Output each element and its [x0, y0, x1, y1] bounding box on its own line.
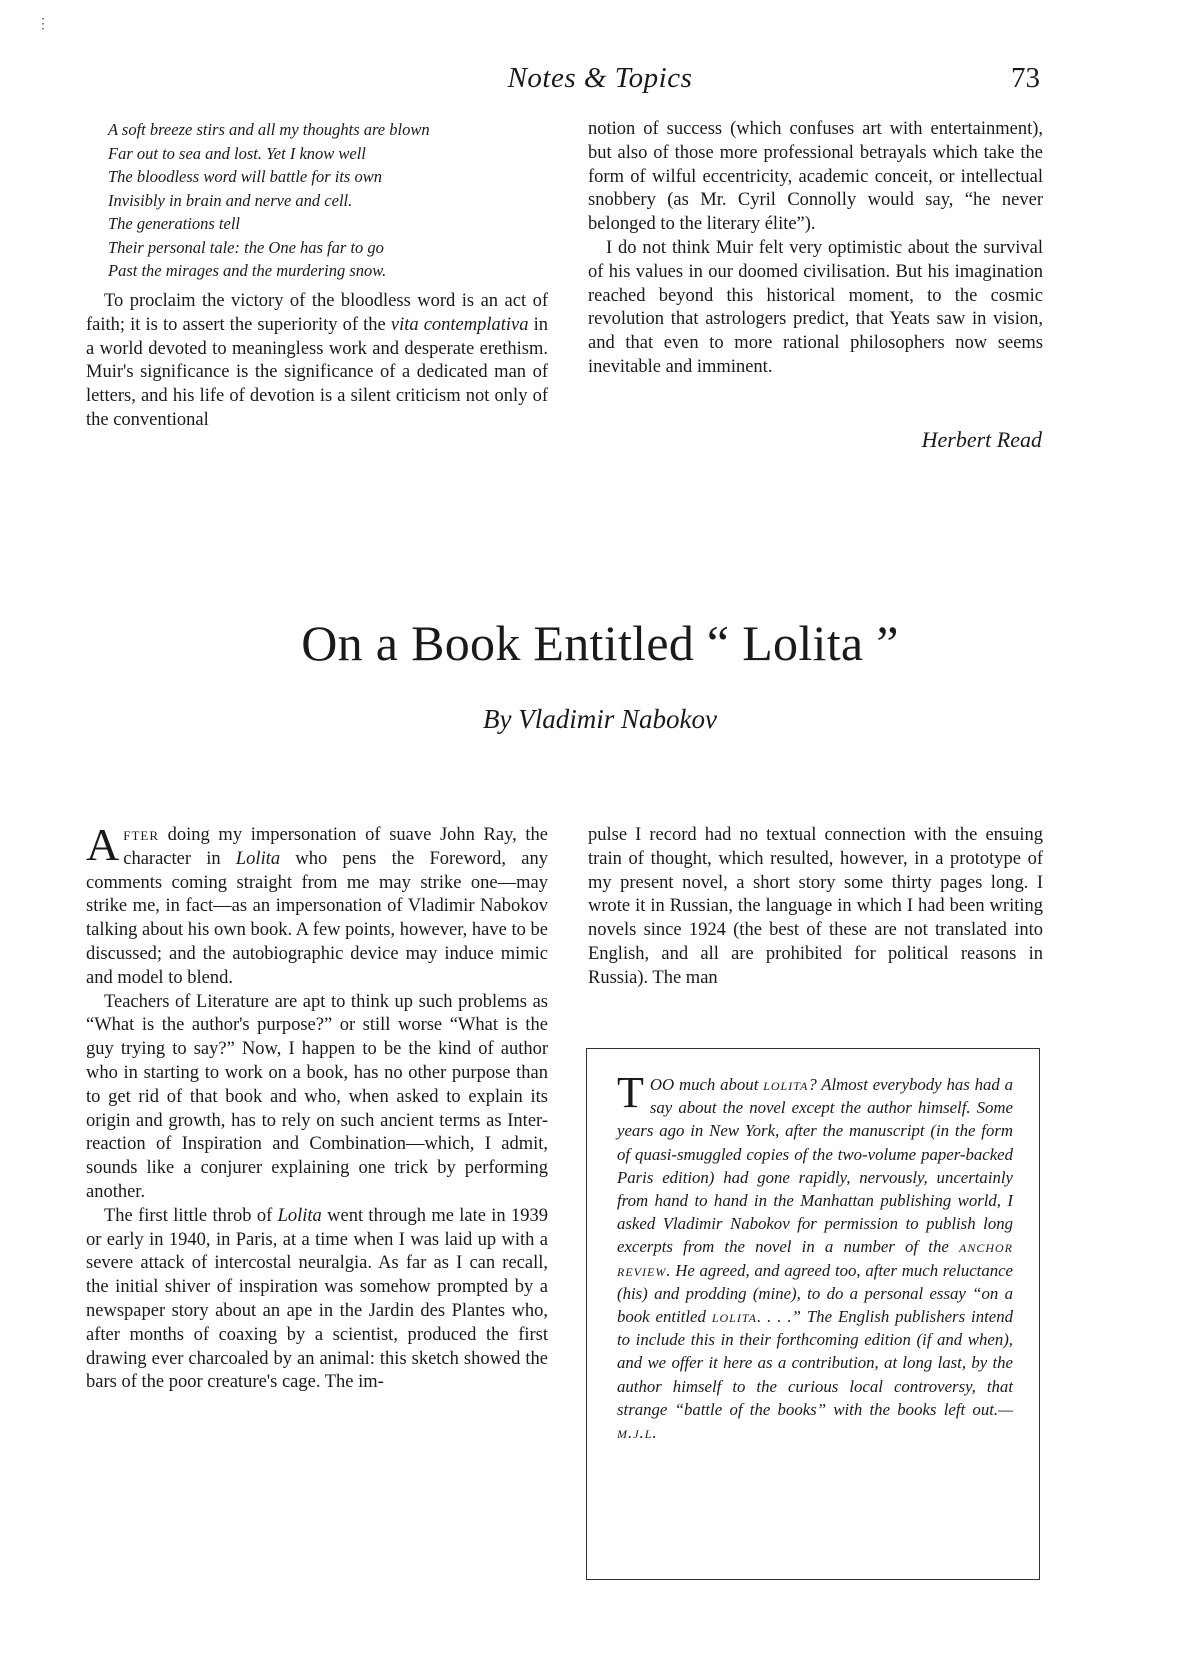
- read-right-column: [588, 118, 1043, 380]
- paragraph: pulse I record had no textual connection with the ensuing train of thought, which resulted, however, in a prototype of my present novel, a short story some thirty pages long. I wrote it in Russian, the language in which I had been writing novels since 1924 (the best of these are not translated into English, and all are prohibited for political reasons in Russia). The man: [588, 825, 1043, 988]
- editor-note: TOO much about lolita? Almost everybody has had a say about the novel except the author himself. Some years ago in New York, after the manuscript (in the form of quasi-smuggled copies of the two-volume paper-backed Paris edition) had gone rapidly, nervously, uncertainly from hand to hand in the Manhattan publishing world, I asked Vladimir Nabokov for permission to publish long excerpts from the novel in a number of the anchor review. He agreed, and agreed too, after much reluctance (his) and prodding (mine), to do a personal essay “on a book entitled lolita. . . .” The English publishers intend to include this in their forthcoming edition (if and when), and we offer it here as a contribution, at long last, by the author himself to the curious local controversy, that strange “battle of the books” with the books left out.—m.j.l.: [617, 1068, 1013, 1443]
- author-signature: Herbert Read: [921, 427, 1042, 452]
- poem-line: Their personal tale: the One has far to go: [108, 237, 384, 257]
- poem-line: Invisibly in brain and nerve and cell.: [108, 190, 353, 210]
- paragraph: To proclaim the victory of the bloodless word is an act of faith; it is to assert the superiority of the vita contemplativa in a world devoted to meaningless work and desperate erethism. Muir's significance is the significance of a dedicated man of letters, and his life of devotion is a silent criticism not only of the conventional: [86, 291, 549, 430]
- poem-line: Past the mirages and the murdering snow.: [108, 261, 387, 280]
- poem-line: Far out to sea and lost. Yet I know well: [108, 143, 366, 163]
- paragraph: notion of success (which confuses art with entertainment), but also of those more professional betrayals which take the form of wilful eccentricity, academic conceit, or intellectual snobbery (as Mr. Cyril Connolly would say, “he never belonged to the literary élite”).: [588, 119, 1043, 235]
- poem-stanza: [108, 118, 548, 283]
- poem-line: A soft breeze stirs and all my thoughts are blown: [108, 120, 430, 139]
- article-title: On a Book Entitled “ Lolita ”: [301, 615, 899, 671]
- drop-cap: T: [617, 1068, 644, 1117]
- poem-line: The bloodless word will battle for its own: [108, 167, 382, 186]
- page-number: 73: [1011, 62, 1040, 94]
- read-left-column: [86, 290, 548, 433]
- margin-speck: ⋮: [36, 17, 48, 32]
- editor-note-box: [586, 1048, 1040, 1580]
- article-byline: By Vladimir Nabokov: [483, 704, 717, 734]
- running-header: Notes & Topics: [507, 62, 693, 94]
- drop-cap: A: [86, 819, 120, 870]
- poem-line: The generations tell: [108, 214, 240, 233]
- paragraph: The first little throb of Lolita went through me late in 1939 or early in 1940, in Paris, at a time when I was laid up with a severe attack of intercostal neuralgia. As far as I can recall, the initial shiver of inspiration was somehow prompted by a newspaper story about an ape in the Jardin des Plantes who, after months of coaxing by a scientist, produced the first drawing ever charcoaled by an animal: this sketch showed the bars of the poor creature's cage. The im-: [86, 1205, 548, 1393]
- paragraph: Teachers of Literature are apt to think up such problems as “What is the author's purpose?” or still worse “What is the guy trying to say?” Now, I happen to be the kind of author who in starting to work on a book, has no other purpose than to get rid of that book and who, when asked to explain its origin and growth, has to rely on such ancient terms as Inter-reaction of Inspiration and Combination—which, I admit, sounds like a conjurer explaining one trick by performing another.: [86, 991, 548, 1202]
- opening-paragraph: After doing my impersonation of suave John Ray, the character in Lolita who pens the Foreword, any comments coming straight from me may strike one—may strike me, in fact—as an impersonation of Vladimir Nabokov talking about his own book. A few points, however, have to be discussed; and the autobiographic device may induce mimic and model to blend.: [86, 819, 548, 988]
- article-left-column: [86, 819, 548, 1395]
- paragraph: I do not think Muir felt very optimistic about the survival of his values in our doomed civilisation. But his imagination reached beyond this historical moment, to the cosmic revolution that astrologers predict, that Yeats saw in vision, and that even to more rational philosophers now seems inevitable and imminent.: [588, 237, 1043, 377]
- article-right-column: [588, 824, 1043, 991]
